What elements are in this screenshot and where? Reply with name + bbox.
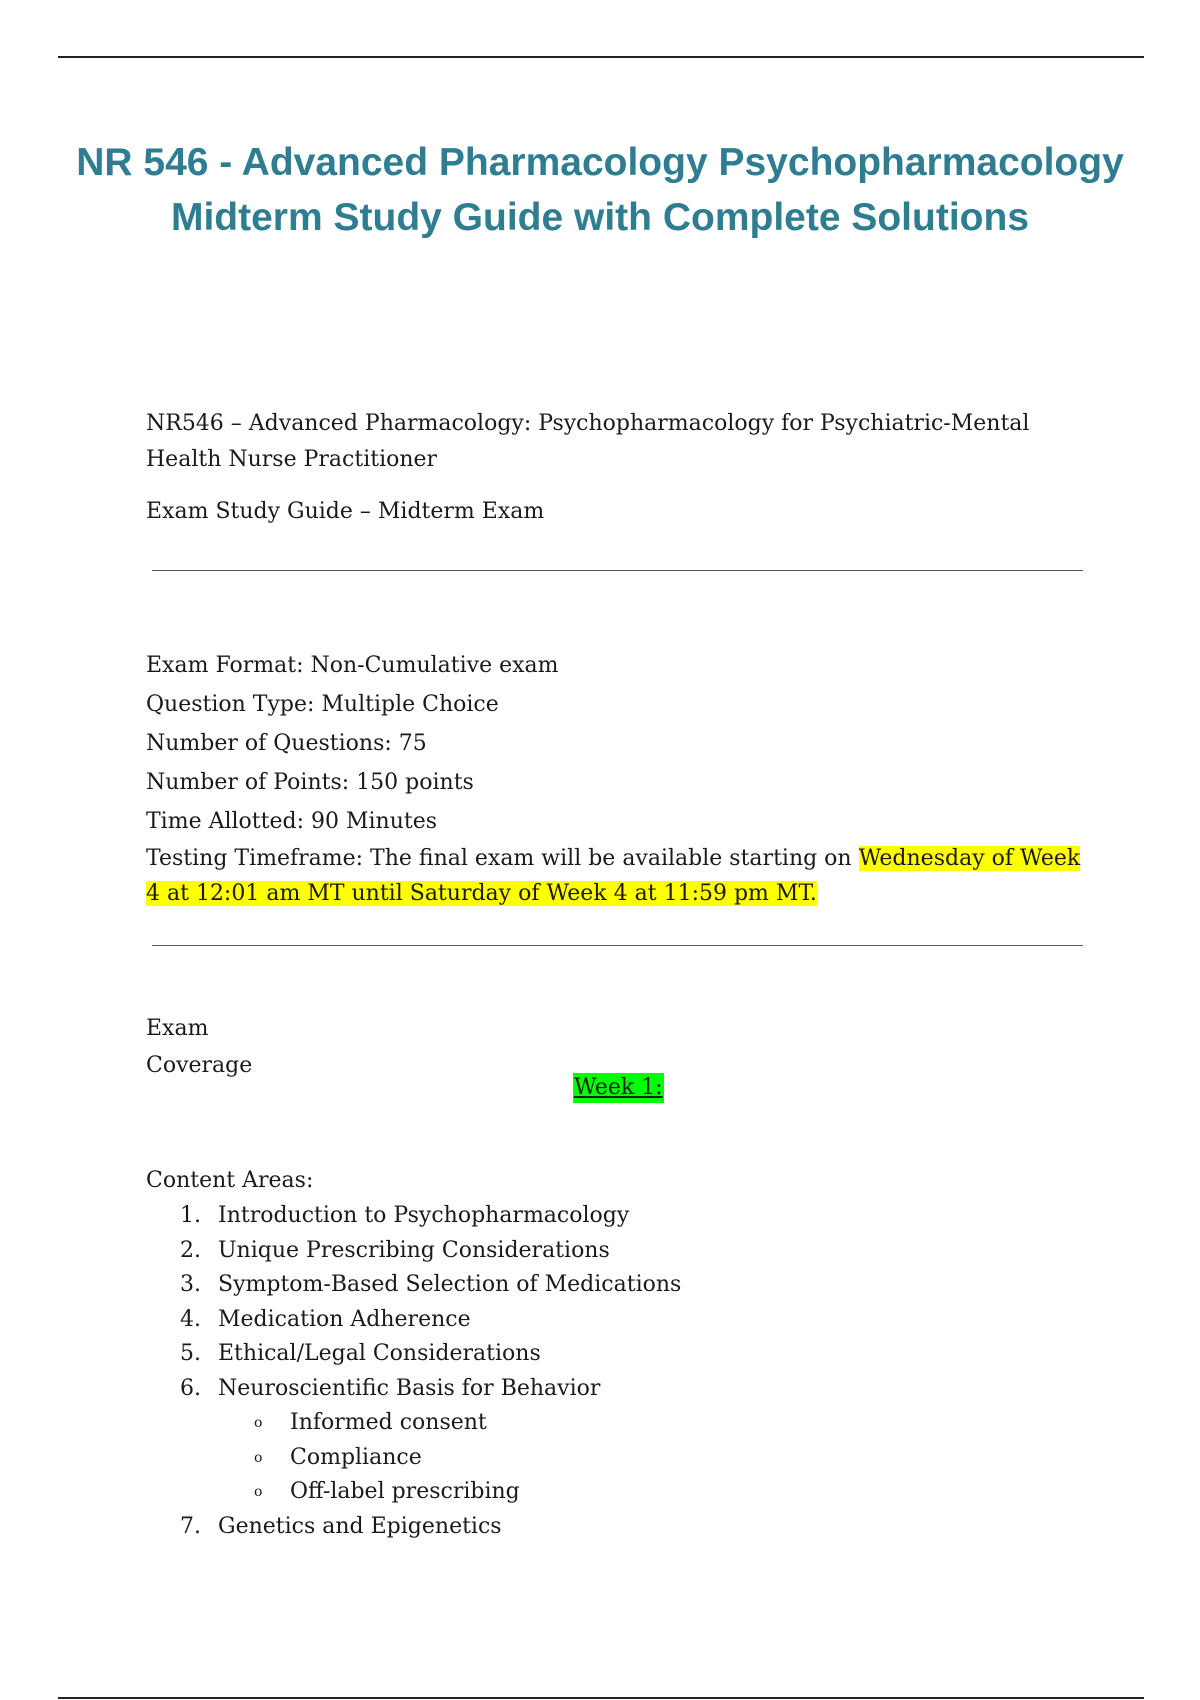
week-label: Week 1: bbox=[573, 1073, 664, 1103]
sub-list bbox=[218, 1406, 1046, 1510]
time-allotted: Time Allotted: 90 Minutes bbox=[146, 809, 438, 834]
list-number: 7. bbox=[180, 1513, 201, 1539]
sub-item-label: Informed consent bbox=[290, 1410, 487, 1435]
list-item-label: Symptom-Based Selection of Medications bbox=[218, 1272, 682, 1297]
timeframe-prefix: Testing Timeframe: The final exam will be available starting on bbox=[146, 846, 859, 871]
list-item-label: Genetics and Epigenetics bbox=[218, 1513, 502, 1539]
document-title bbox=[40, 135, 1160, 245]
number-of-points: Number of Points: 150 points bbox=[146, 770, 474, 795]
list-item-label: Medication Adherence bbox=[218, 1306, 471, 1332]
sub-list-item bbox=[218, 1406, 1046, 1441]
list-number: 5. bbox=[180, 1341, 201, 1366]
list-number: 3. bbox=[180, 1272, 201, 1297]
list-number: 4. bbox=[180, 1306, 201, 1332]
list-item-label: Introduction to Psychopharmacology bbox=[218, 1203, 630, 1228]
sub-list-item bbox=[218, 1475, 1046, 1510]
list-item bbox=[146, 1268, 1046, 1303]
list-number: 1. bbox=[180, 1203, 201, 1228]
exam-coverage-label bbox=[146, 1010, 252, 1084]
title-line-2: Midterm Study Guide with Complete Solutions bbox=[170, 196, 1030, 239]
sub-item-label: Compliance bbox=[290, 1444, 422, 1470]
list-item-label: Unique Prescribing Considerations bbox=[218, 1237, 610, 1263]
bottom-rule bbox=[58, 1697, 1144, 1699]
bullet-icon: o bbox=[254, 1415, 263, 1431]
section-divider bbox=[152, 570, 1083, 571]
list-item bbox=[146, 1510, 1046, 1545]
guide-label: Exam Study Guide – Midterm Exam bbox=[146, 499, 545, 524]
list-item-label: Neuroscientific Basis for Behavior bbox=[218, 1375, 601, 1401]
list-item bbox=[146, 1337, 1046, 1372]
list-item bbox=[146, 1303, 1046, 1338]
list-number: 6. bbox=[180, 1375, 201, 1401]
testing-timeframe bbox=[146, 841, 1086, 911]
list-item bbox=[146, 1234, 1046, 1269]
top-rule bbox=[58, 56, 1144, 58]
coverage-line-1: Exam bbox=[146, 1016, 209, 1041]
bullet-icon: o bbox=[254, 1484, 263, 1500]
list-item-label: Ethical/Legal Considerations bbox=[218, 1341, 541, 1366]
list-number: 2. bbox=[180, 1237, 201, 1263]
content-areas-list bbox=[146, 1199, 1046, 1544]
course-name: NR546 – Advanced Pharmacology: Psychopharmacology for Psychiatric-Mental Health Nurse Practitioner bbox=[146, 411, 1030, 472]
timeframe-highlight: Wednesday of Week 4 at 12:01 am MT until Saturday of Week 4 at 11:59 pm MT. bbox=[146, 846, 1081, 906]
exam-format: Exam Format: Non-Cumulative exam bbox=[146, 653, 559, 678]
list-item bbox=[146, 1372, 1046, 1510]
list-item bbox=[146, 1199, 1046, 1234]
bullet-icon: o bbox=[254, 1449, 263, 1466]
sub-item-label: Off-label prescribing bbox=[290, 1479, 520, 1504]
content-areas-heading: Content Areas: bbox=[146, 1168, 314, 1193]
section-divider bbox=[152, 945, 1083, 946]
number-of-questions: Number of Questions: 75 bbox=[146, 731, 427, 756]
sub-list-item bbox=[218, 1441, 1046, 1476]
coverage-line-2: Coverage bbox=[146, 1053, 253, 1078]
exam-info-list bbox=[146, 646, 1086, 911]
question-type: Question Type: Multiple Choice bbox=[146, 692, 499, 717]
title-line-1: NR 546 - Advanced Pharmacology Psychopharmacology bbox=[76, 141, 1124, 184]
